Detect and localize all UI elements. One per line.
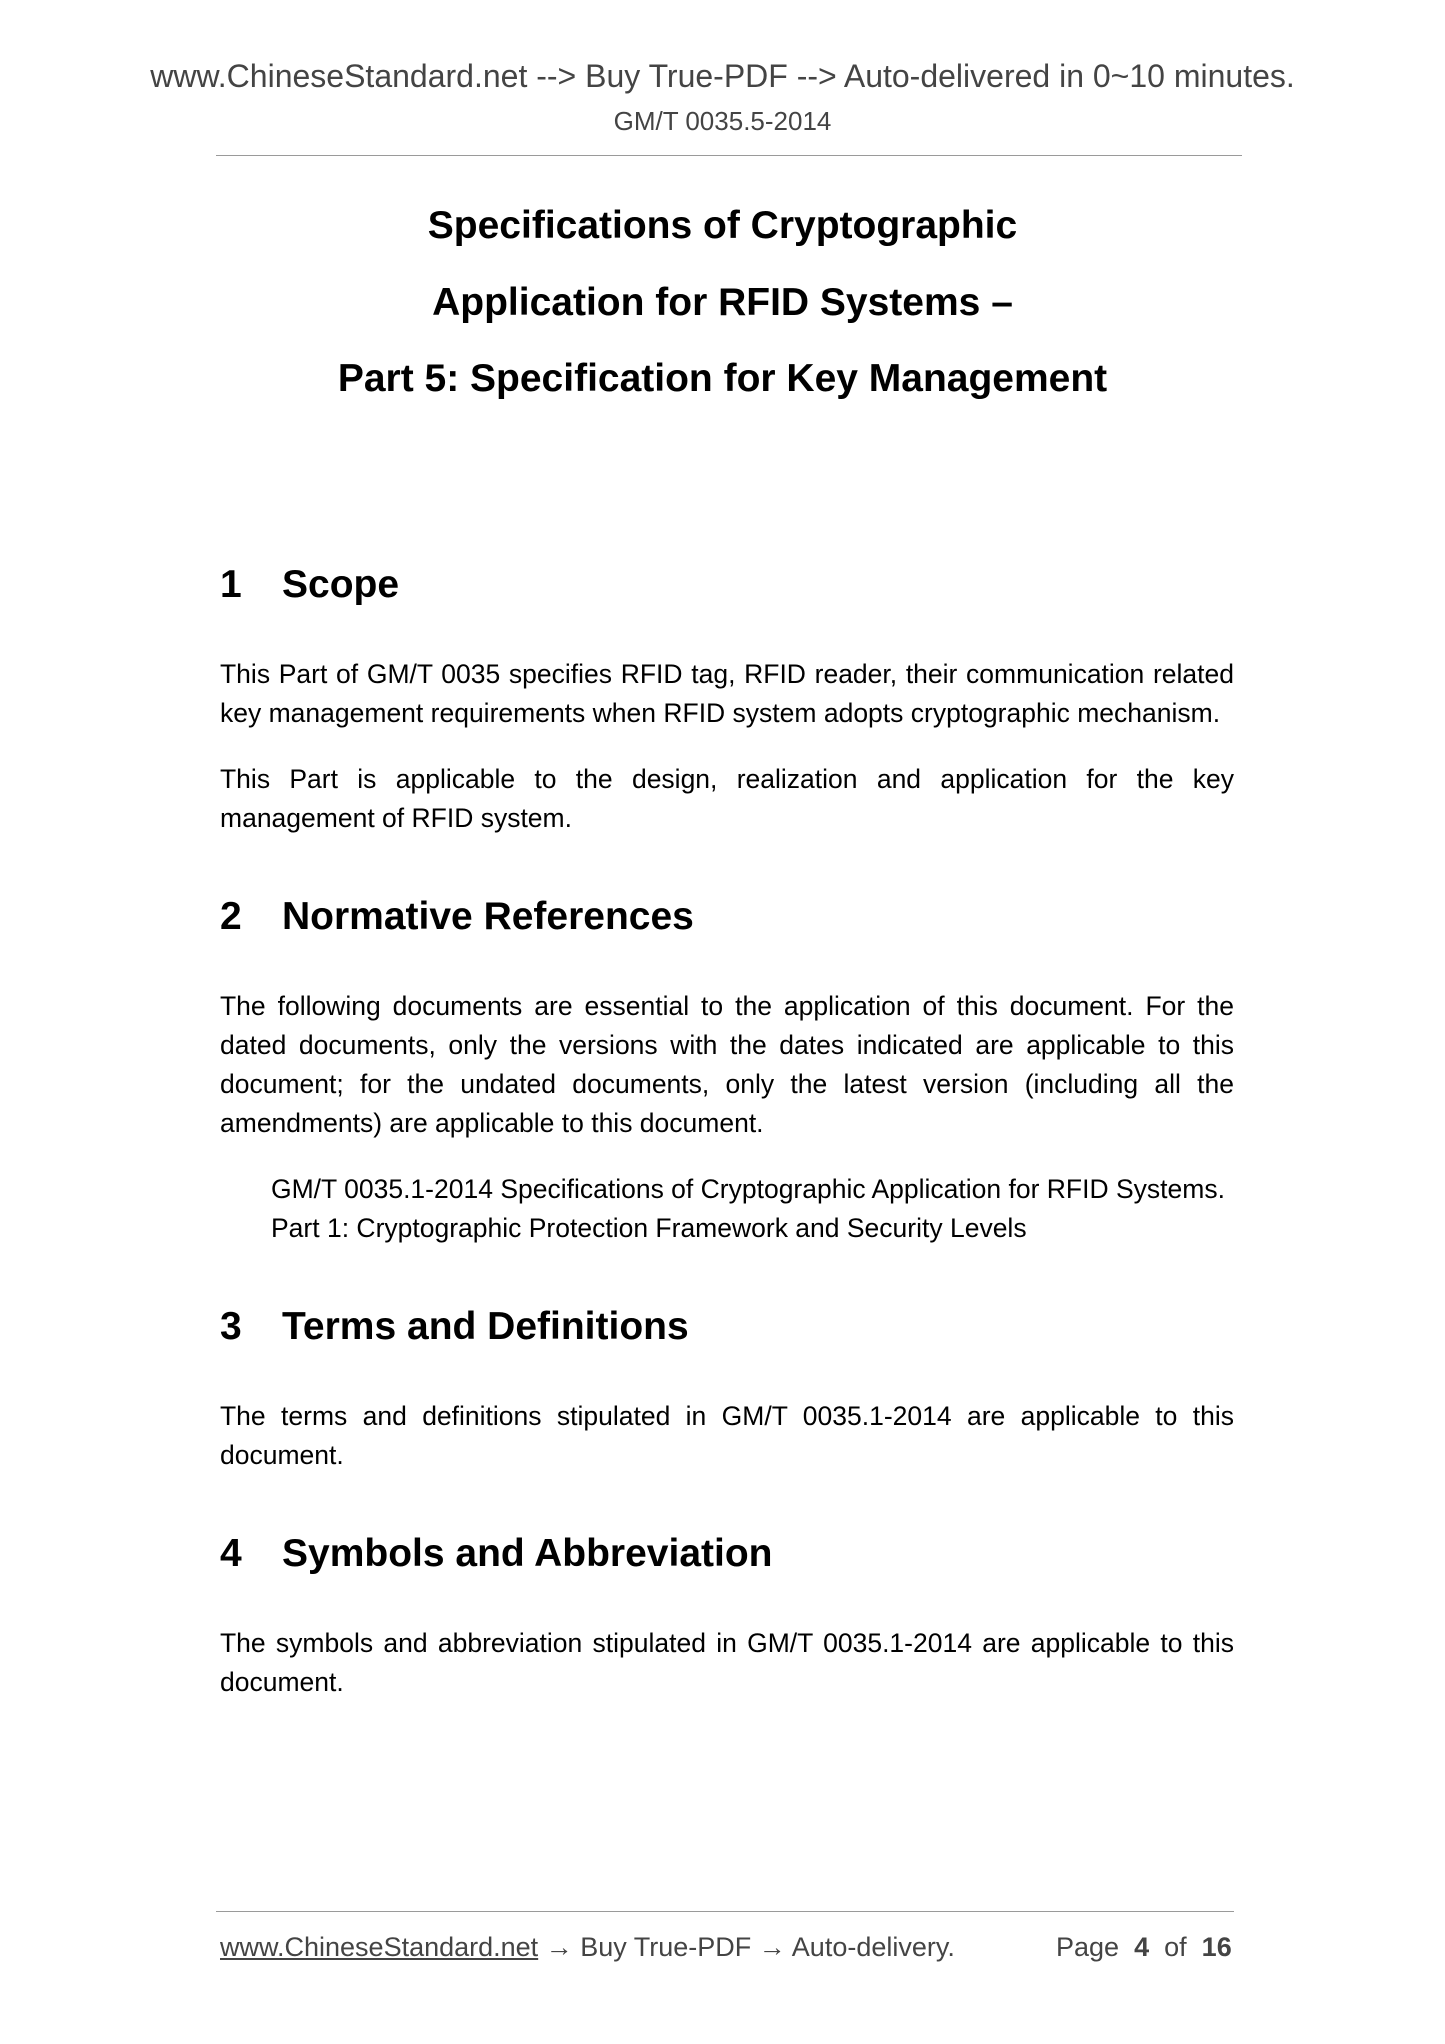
section-2-title: Normative References: [282, 895, 694, 938]
section-2-heading: [220, 895, 694, 939]
footer-promo: [220, 1932, 955, 1963]
document-title-line-2: Application for RFID Systems –: [432, 281, 1013, 324]
footer-site-link[interactable]: www.ChineseStandard.net: [220, 1932, 539, 1962]
section-3-number: 3: [220, 1305, 242, 1348]
page-indicator: [1056, 1932, 1232, 1963]
section-4-heading: [220, 1532, 772, 1576]
section-3-paragraph-1: The terms and definitions stipulated in GM/T 0035.1-2014 are applicable to this document.: [220, 1401, 1234, 1470]
document-title-line-3: Part 5: Specification for Key Management: [337, 357, 1108, 400]
page-label: Page: [1056, 1932, 1120, 1962]
section-1-number: 1: [220, 563, 242, 606]
section-1-heading: [220, 563, 399, 607]
section-4-number: 4: [220, 1532, 242, 1575]
page-total: 16: [1201, 1932, 1232, 1962]
section-2-paragraph-1: The following documents are essential to the application of this document. For the dated documents, only the versions with the dates indicated are applicable to this document; for the undated documents, only the latest version (including all the amendments) are applicable to this document.: [220, 991, 1234, 1138]
section-3-heading: [220, 1305, 689, 1349]
section-1-paragraph-2: This Part is applicable to the design, realization and application for the key management of RFID system.: [220, 764, 1234, 833]
footer-delivery-text: Auto-delivery.: [791, 1932, 955, 1962]
section-1-paragraph-1: This Part of GM/T 0035 specifies RFID tag, RFID reader, their communication related key management requirements when RFID system adopts cryptographic mechanism.: [220, 659, 1234, 728]
footer-divider: [216, 1911, 1234, 1912]
reference-item: GM/T 0035.1-2014 Specifications of Cryptographic Application for RFID Systems. Part 1: Cryptographic Protection Framework and Security Levels: [271, 1174, 1225, 1243]
footer-buy-text: Buy True-PDF: [580, 1932, 752, 1962]
document-title-line-1: Specifications of Cryptographic: [427, 204, 1018, 247]
section-4-paragraph-1: The symbols and abbreviation stipulated in GM/T 0035.1-2014 are applicable to this document.: [220, 1628, 1234, 1697]
page-number: 4: [1134, 1932, 1150, 1962]
header-divider: [216, 155, 1242, 156]
header-standard-id: GM/T 0035.5-2014: [613, 106, 832, 136]
section-4-title: Symbols and Abbreviation: [282, 1532, 773, 1575]
section-1-title: Scope: [282, 563, 400, 606]
header-promo-text: www.ChineseStandard.net --> Buy True-PDF --> Auto-delivered in 0~10 minutes.: [150, 58, 1295, 94]
page-of-label: of: [1164, 1932, 1187, 1962]
arrow-right-icon: →: [758, 1932, 786, 1962]
section-2-number: 2: [220, 895, 242, 938]
section-3-title: Terms and Definitions: [282, 1305, 689, 1348]
arrow-right-icon: →: [545, 1932, 573, 1962]
